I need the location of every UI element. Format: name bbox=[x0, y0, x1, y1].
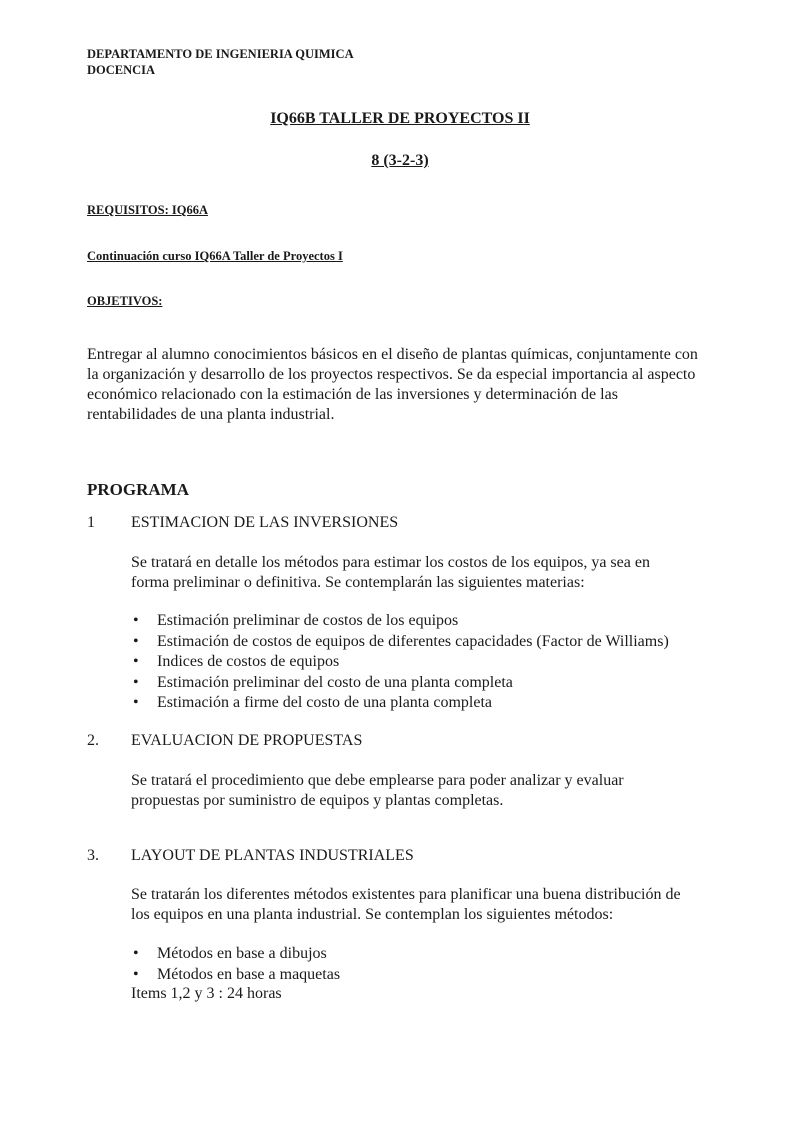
hours-note: Items 1,2 y 3 : 24 horas bbox=[131, 985, 282, 1002]
department-header: DEPARTAMENTO DE INGENIERIA QUIMICA bbox=[87, 47, 354, 61]
continuacion-note: Continuación curso IQ66A Taller de Proyectos I bbox=[87, 249, 343, 263]
programa-heading: PROGRAMA bbox=[87, 480, 189, 499]
section-title: LAYOUT DE PLANTAS INDUSTRIALES bbox=[131, 847, 414, 864]
list-item: • Estimación preliminar del costo de una planta completa bbox=[131, 673, 669, 694]
objetivos-heading: OBJETIVOS: bbox=[87, 294, 163, 308]
section-text: Se tratarán los diferentes métodos existentes para planificar una buena distribución de los equipos en una planta industrial. Se contemplan los siguientes métodos: bbox=[131, 886, 681, 923]
course-credits: 8 (3-2-3) bbox=[371, 152, 429, 169]
section-number: 3. bbox=[87, 847, 99, 864]
list-item: • Estimación de costos de equipos de diferentes capacidades (Factor de Williams) bbox=[131, 632, 669, 653]
section-text: Se tratará en detalle los métodos para estimar los costos de los equipos, ya sea en forma preliminar o definitiva. Se contemplarán las siguientes materias: bbox=[131, 554, 650, 591]
requisitos: REQUISITOS: IQ66A bbox=[87, 203, 208, 217]
list-item: • Estimación a firme del costo de una planta completa bbox=[131, 693, 669, 714]
list-item: • Métodos en base a dibujos bbox=[131, 944, 340, 965]
list-item: • Métodos en base a maquetas bbox=[131, 965, 340, 986]
section-number: 1 bbox=[87, 514, 95, 531]
section-title: ESTIMACION DE LAS INVERSIONES bbox=[131, 514, 399, 531]
section-number: 2. bbox=[87, 732, 99, 749]
section-text: Se tratará el procedimiento que debe emplearse para poder analizar y evaluar propuestas por suministro de equipos y plantas completas. bbox=[131, 772, 624, 809]
section-bullet-list bbox=[131, 944, 340, 985]
list-item: • Indices de costos de equipos bbox=[131, 652, 669, 673]
objetivos-text: Entregar al alumno conocimientos básicos en el diseño de plantas químicas, conjuntamente con la organización y desarrollo de los proyectos respectivos. Se da especial importancia al aspecto económico relacionado con la estimación de las inversiones y determinación de las rentabilidades de una planta industrial. bbox=[87, 346, 698, 423]
section-title: EVALUACION DE PROPUESTAS bbox=[131, 732, 363, 749]
section-bullet-list bbox=[131, 611, 669, 714]
docencia-header: DOCENCIA bbox=[87, 63, 156, 77]
list-item: • Estimación preliminar de costos de los equipos bbox=[131, 611, 669, 632]
course-title: IQ66B TALLER DE PROYECTOS II bbox=[270, 110, 530, 127]
